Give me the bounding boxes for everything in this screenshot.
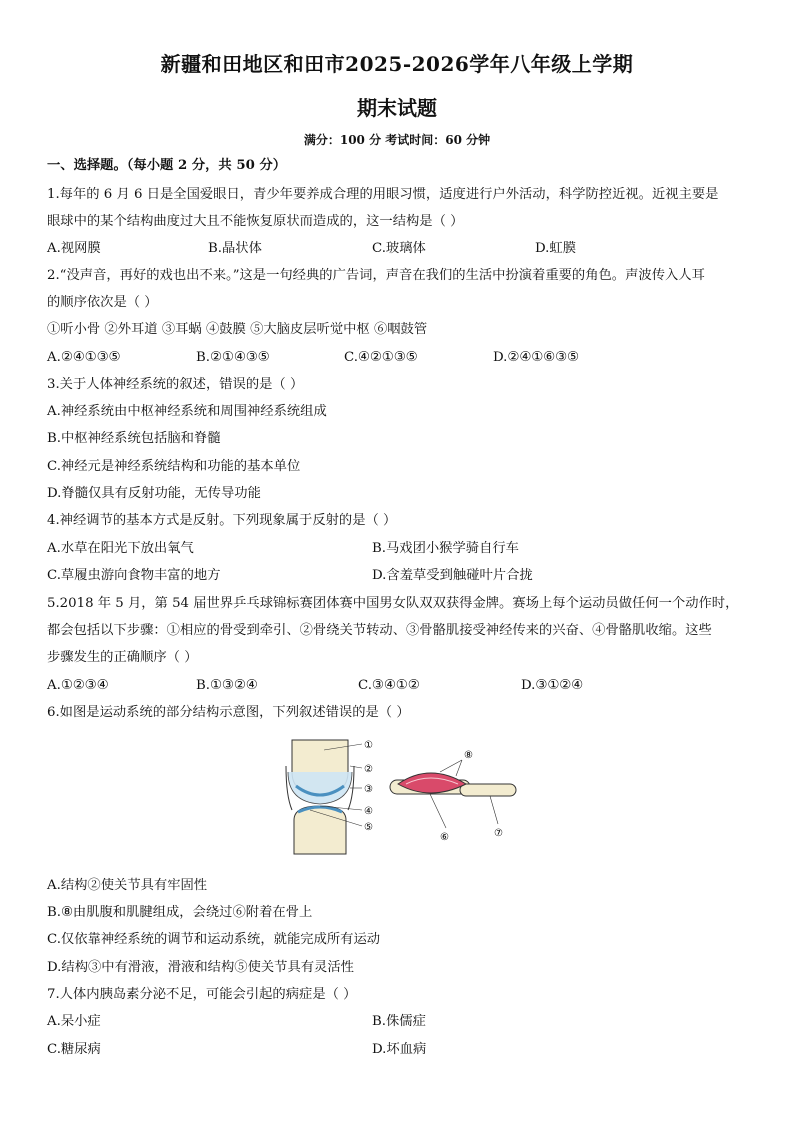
q7-option-a: A.呆小症 xyxy=(47,1014,101,1029)
figure-label-5: ⑤ xyxy=(364,822,373,833)
q2-option-d: D.②④①⑥③⑤ xyxy=(493,350,579,365)
q3-option-a: A.神经系统由中枢神经系统和周围神经系统组成 xyxy=(47,404,327,419)
knee-joint-illustration xyxy=(286,740,373,854)
q4-option-c: C.草履虫游向食物丰富的地方 xyxy=(47,568,221,583)
exam-subtitle: 期末试题 xyxy=(357,96,437,120)
figure-label-3: ③ xyxy=(364,784,373,795)
section-heading: 一、选择题。（每小题 2 分，共 50 分） xyxy=(47,158,287,173)
exam-meta: 满分：100 分 考试时间：60 分钟 xyxy=(303,133,491,147)
motor-system-figure xyxy=(280,736,520,856)
figure-label-7: ⑦ xyxy=(494,828,503,839)
q1-option-b: B.晶状体 xyxy=(208,241,262,256)
q6-option-b: B.⑧由肌腹和肌腱组成，会绕过⑥附着在骨上 xyxy=(47,905,313,920)
q2-option-c: C.④②①③⑤ xyxy=(344,350,418,365)
q1-option-c: C.玻璃体 xyxy=(372,241,426,256)
q3-option-b: B.中枢神经系统包括脑和脊髓 xyxy=(47,431,221,446)
q4-option-b: B.马戏团小猴学骑自行车 xyxy=(372,541,519,556)
q7-option-c: C.糖尿病 xyxy=(47,1042,101,1057)
q3-option-c: C.神经元是神经系统结构和功能的基本单位 xyxy=(47,459,301,474)
q5-option-d: D.③①②④ xyxy=(521,678,584,693)
question-4-line-1: 4.神经调节的基本方式是反射。下列现象属于反射的是（ ） xyxy=(47,513,397,528)
q6-option-c: C.仅依靠神经系统的调节和运动系统，就能完成所有运动 xyxy=(47,932,381,947)
question-5-line-2: 都会包括以下步骤：①相应的骨受到牵引、②骨绕关节转动、③骨骼肌接受神经传来的兴奋、④骨骼肌收缩。这些 xyxy=(47,623,712,638)
question-7-line-1: 7.人体内胰岛素分泌不足，可能会引起的病症是（ ） xyxy=(47,987,357,1002)
exam-title: 新疆和田地区和田市2025-2026学年八年级上学期 xyxy=(160,52,634,76)
arm-muscle-illustration xyxy=(390,750,516,843)
q7-option-d: D.坏血病 xyxy=(372,1042,427,1057)
figure-label-8: ⑧ xyxy=(464,750,473,761)
question-2-line-3: ①听小骨 ②外耳道 ③耳蜗 ④鼓膜 ⑤大脑皮层听觉中枢 ⑥咽鼓管 xyxy=(47,322,428,337)
question-1-line-1: 1.每年的 6 月 6 日是全国爱眼日，青少年要养成合理的用眼习惯，适度进行户外活动，科学防控近视。近视主要是 xyxy=(47,187,719,202)
question-5-line-1: 5.2018 年 5 月，第 54 届世界乒乓球锦标赛团体赛中国男女队双双获得金牌。赛场上每个运动员做任何一个动作时， xyxy=(47,596,739,611)
figure-label-6: ⑥ xyxy=(440,832,449,843)
q4-option-d: D.含羞草受到触碰叶片合拢 xyxy=(372,568,533,583)
q2-option-a: A.②④①③⑤ xyxy=(47,350,121,365)
q7-option-b: B.侏儒症 xyxy=(372,1014,426,1029)
figure-label-1: ① xyxy=(364,740,373,751)
q6-option-a: A.结构②使关节具有牢固性 xyxy=(47,878,208,893)
q1-option-d: D.虹膜 xyxy=(535,241,577,256)
q5-option-b: B.①③②④ xyxy=(196,678,258,693)
q4-option-a: A.水草在阳光下放出氧气 xyxy=(47,541,194,556)
question-3-line-1: 3.关于人体神经系统的叙述，错误的是（ ） xyxy=(47,377,304,392)
figure-label-4: ④ xyxy=(364,806,373,817)
q5-option-c: C.③④①② xyxy=(358,678,420,693)
q2-option-b: B.②①④③⑤ xyxy=(196,350,270,365)
question-5-line-3: 步骤发生的正确顺序（ ） xyxy=(47,650,198,665)
q3-option-d: D.脊髓仅具有反射功能，无传导功能 xyxy=(47,486,261,501)
q6-option-d: D.结构③中有滑液，滑液和结构⑤使关节具有灵活性 xyxy=(47,960,354,975)
q5-option-a: A.①②③④ xyxy=(47,678,109,693)
question-1-line-2: 眼球中的某个结构曲度过大且不能恢复原状而造成的，这一结构是（ ） xyxy=(47,214,464,229)
question-6-line-1: 6.如图是运动系统的部分结构示意图，下列叙述错误的是（ ） xyxy=(47,705,410,720)
question-2-line-1: 2.“没声音，再好的戏也出不来。”这是一句经典的广告词，声音在我们的生活中扮演着重要的角色。声波传入人耳 xyxy=(47,268,705,283)
question-2-line-2: 的顺序依次是（ ） xyxy=(47,295,158,310)
q1-option-a: A.视网膜 xyxy=(47,241,101,256)
figure-label-2: ② xyxy=(364,764,373,775)
